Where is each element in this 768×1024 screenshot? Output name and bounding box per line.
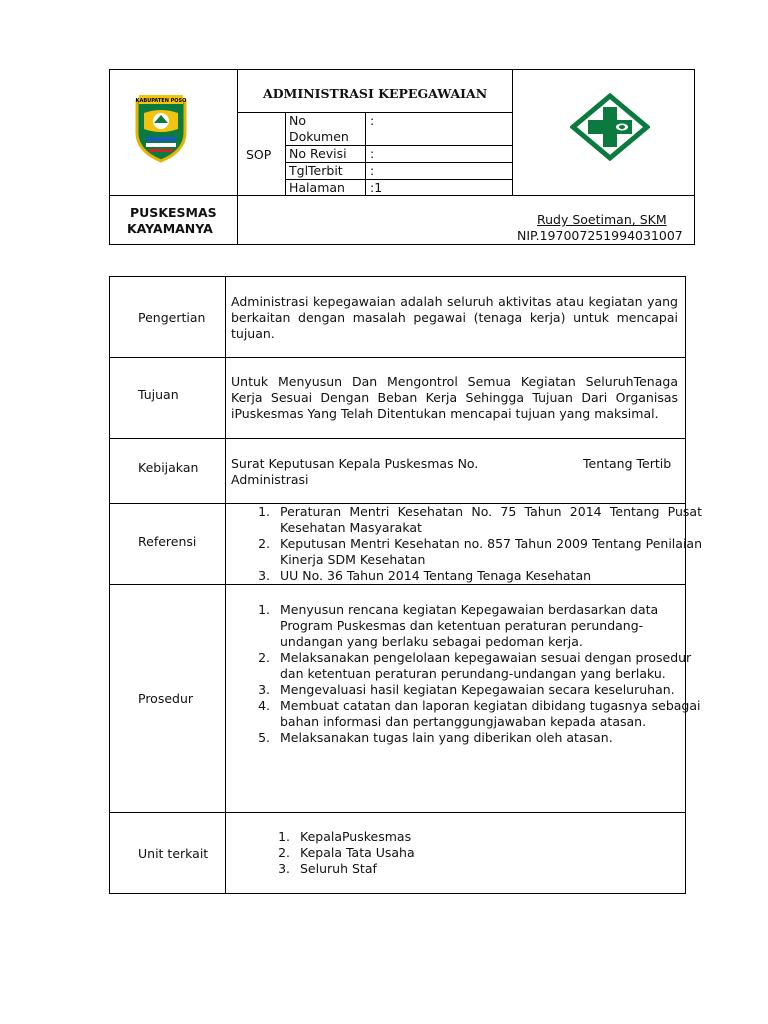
list-item: 2. Melaksanakan pengelolaan kepegawaian sesuai dengan prosedur dan ketentuan peraturan perundang-undangan yang berlaku. <box>274 650 702 682</box>
list-item: 3. Mengevaluasi hasil kegiatan Kepegawaian secara keseluruhan. <box>274 682 702 698</box>
row-label-prosedur: Prosedur <box>138 691 194 706</box>
list-item: 4. Membuat catatan dan laporan kegiatan dibidang tugasnya sebagai bahan informasi dan pertanggungjawaban kepada atasan. <box>274 698 702 730</box>
field-halaman-value: :1 <box>370 180 383 195</box>
list-item: 1. Peraturan Mentri Kesehatan No. 75 Tahun 2014 Tentang Pusat Kesehatan Masyarakat <box>274 504 702 536</box>
kebijakan-text-c: Administrasi <box>231 472 309 487</box>
prosedur-list <box>250 602 702 746</box>
kebijakan-text-b: Tentang Tertib <box>583 456 672 471</box>
list-item: 2. Keputusan Mentri Kesehatan no. 857 Tahun 2009 Tentang Penilaian Kinerja SDM Kesehatan <box>274 536 702 568</box>
list-item: 5. Melaksanakan tugas lain yang diberikan oleh atasan. <box>274 730 702 746</box>
svg-text:KABUPATEN POSO: KABUPATEN POSO <box>135 98 187 104</box>
list-item: 3. Seluruh Staf <box>294 861 694 877</box>
row-label-kebijakan: Kebijakan <box>138 460 199 475</box>
field-halaman-label: Halaman <box>289 180 345 195</box>
sop-label: SOP <box>246 147 272 162</box>
field-no-revisi-label: No Revisi <box>289 146 347 161</box>
list-item: 1. Menyusun rencana kegiatan Kepegawaian berdasarkan data Program Puskesmas dan ketentuan peraturan perundang-undangan yang berlaku sebagai pedoman kerja. <box>274 602 702 650</box>
document-title: ADMINISTRASI KEPEGAWAIAN <box>263 86 488 101</box>
referensi-list <box>250 504 702 584</box>
kebijakan-text-a: Surat Keputusan Kepala Puskesmas No. <box>231 456 479 471</box>
field-tgl-terbit-value: : <box>370 163 375 178</box>
row-label-referensi: Referensi <box>138 534 197 549</box>
kabupaten-poso-logo-icon <box>132 93 190 163</box>
pengertian-text: Administrasi kepegawaian adalah seluruh aktivitas atau kegiatan yang berkaitan dengan masalah pegawai (tenaga kerja) untuk mencapai tujuan. <box>231 294 678 341</box>
list-item: 1. KepalaPuskesmas <box>294 829 694 845</box>
row-label-pengertian: Pengertian <box>138 310 206 325</box>
row-label-unit-terkait: Unit terkait <box>138 846 209 861</box>
tujuan-text: Untuk Menyusun Dan Mengontrol Semua Kegiatan SeluruhTenaga Kerja Sesuai Dengan Beban Kerja Sehingga Tujuan Dari Organisas iPuskesmas Yang Telah Ditentukan mencapai tujuan yang maksimal. <box>231 374 678 421</box>
list-item: 2. Kepala Tata Usaha <box>294 845 694 861</box>
signer-nip: NIP.197007251994031007 <box>517 228 683 243</box>
signer-name: Rudy Soetiman, SKM <box>537 212 667 227</box>
field-tgl-terbit-label: TglTerbit <box>289 163 343 178</box>
puskesmas-cross-logo-icon <box>570 93 650 161</box>
list-item: 3. UU No. 36 Tahun 2014 Tentang Tenaga Kesehatan <box>274 568 702 584</box>
row-label-tujuan: Tujuan <box>138 387 179 402</box>
unit-terkait-list <box>270 829 694 877</box>
field-no-dokumen-value: : <box>370 113 375 128</box>
org-name-line1: PUSKESMAS <box>130 205 217 220</box>
field-no-revisi-value: : <box>370 146 375 161</box>
org-name-line2: KAYAMANYA <box>127 221 213 236</box>
field-no-dokumen-label: No Dokumen <box>289 113 349 144</box>
